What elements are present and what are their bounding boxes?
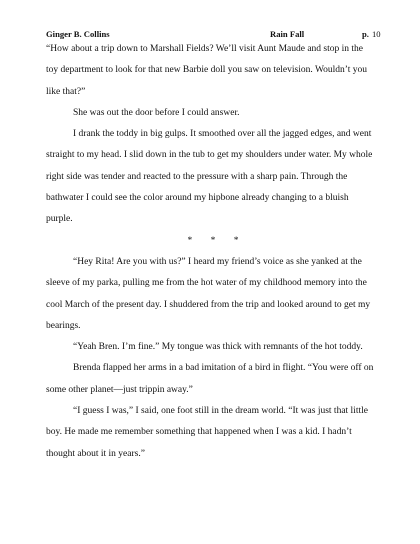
paragraph: “Hey Rita! Are you with us?” I heard my friend’s voice as she yanked at the sleeve of my parka, pulling me from the hot water of my childhood memory into the cool March of the present day. I shuddered from the trip and looked around to get my bearings.	[46, 256, 371, 331]
scene-break: * * *	[187, 235, 239, 246]
paragraph: She was out the door before I could answer.	[73, 107, 240, 118]
header-author: Ginger B. Collins	[46, 29, 110, 39]
paragraph: “I guess I was,” I said, one foot still in the dream world. “It was just that little boy. He made me remember something that happened when I was a kid. I hadn’t thought about it in years.”	[46, 406, 368, 459]
page-number: 10	[371, 29, 381, 39]
paragraph: I drank the toddy in big gulps. It smoothed over all the jagged edges, and went straight to my head. I slid down in the tub to get my shoulders under water. My whole right side was tender and reacted to the pressure with a sharp pain. Through the bathwater I could see the color around my hipbone already changing to a bluish purple.	[46, 129, 373, 225]
page-label: p.	[362, 29, 369, 39]
body-text	[46, 39, 376, 465]
paragraph: “Yeah Bren. I’m fine.” My tongue was thick with remnants of the hot toddy.	[73, 342, 363, 353]
paragraph: “How about a trip down to Marshall Fields? We’ll visit Aunt Maude and stop in the toy department to look for that new Barbie doll you saw on television. Wouldn’t you like that?”	[46, 44, 368, 97]
paragraph: Brenda flapped her arms in a bad imitation of a bird in flight. “You were off on some other planet—just trippin away.”	[46, 363, 374, 395]
header-title: Rain Fall	[270, 29, 305, 39]
